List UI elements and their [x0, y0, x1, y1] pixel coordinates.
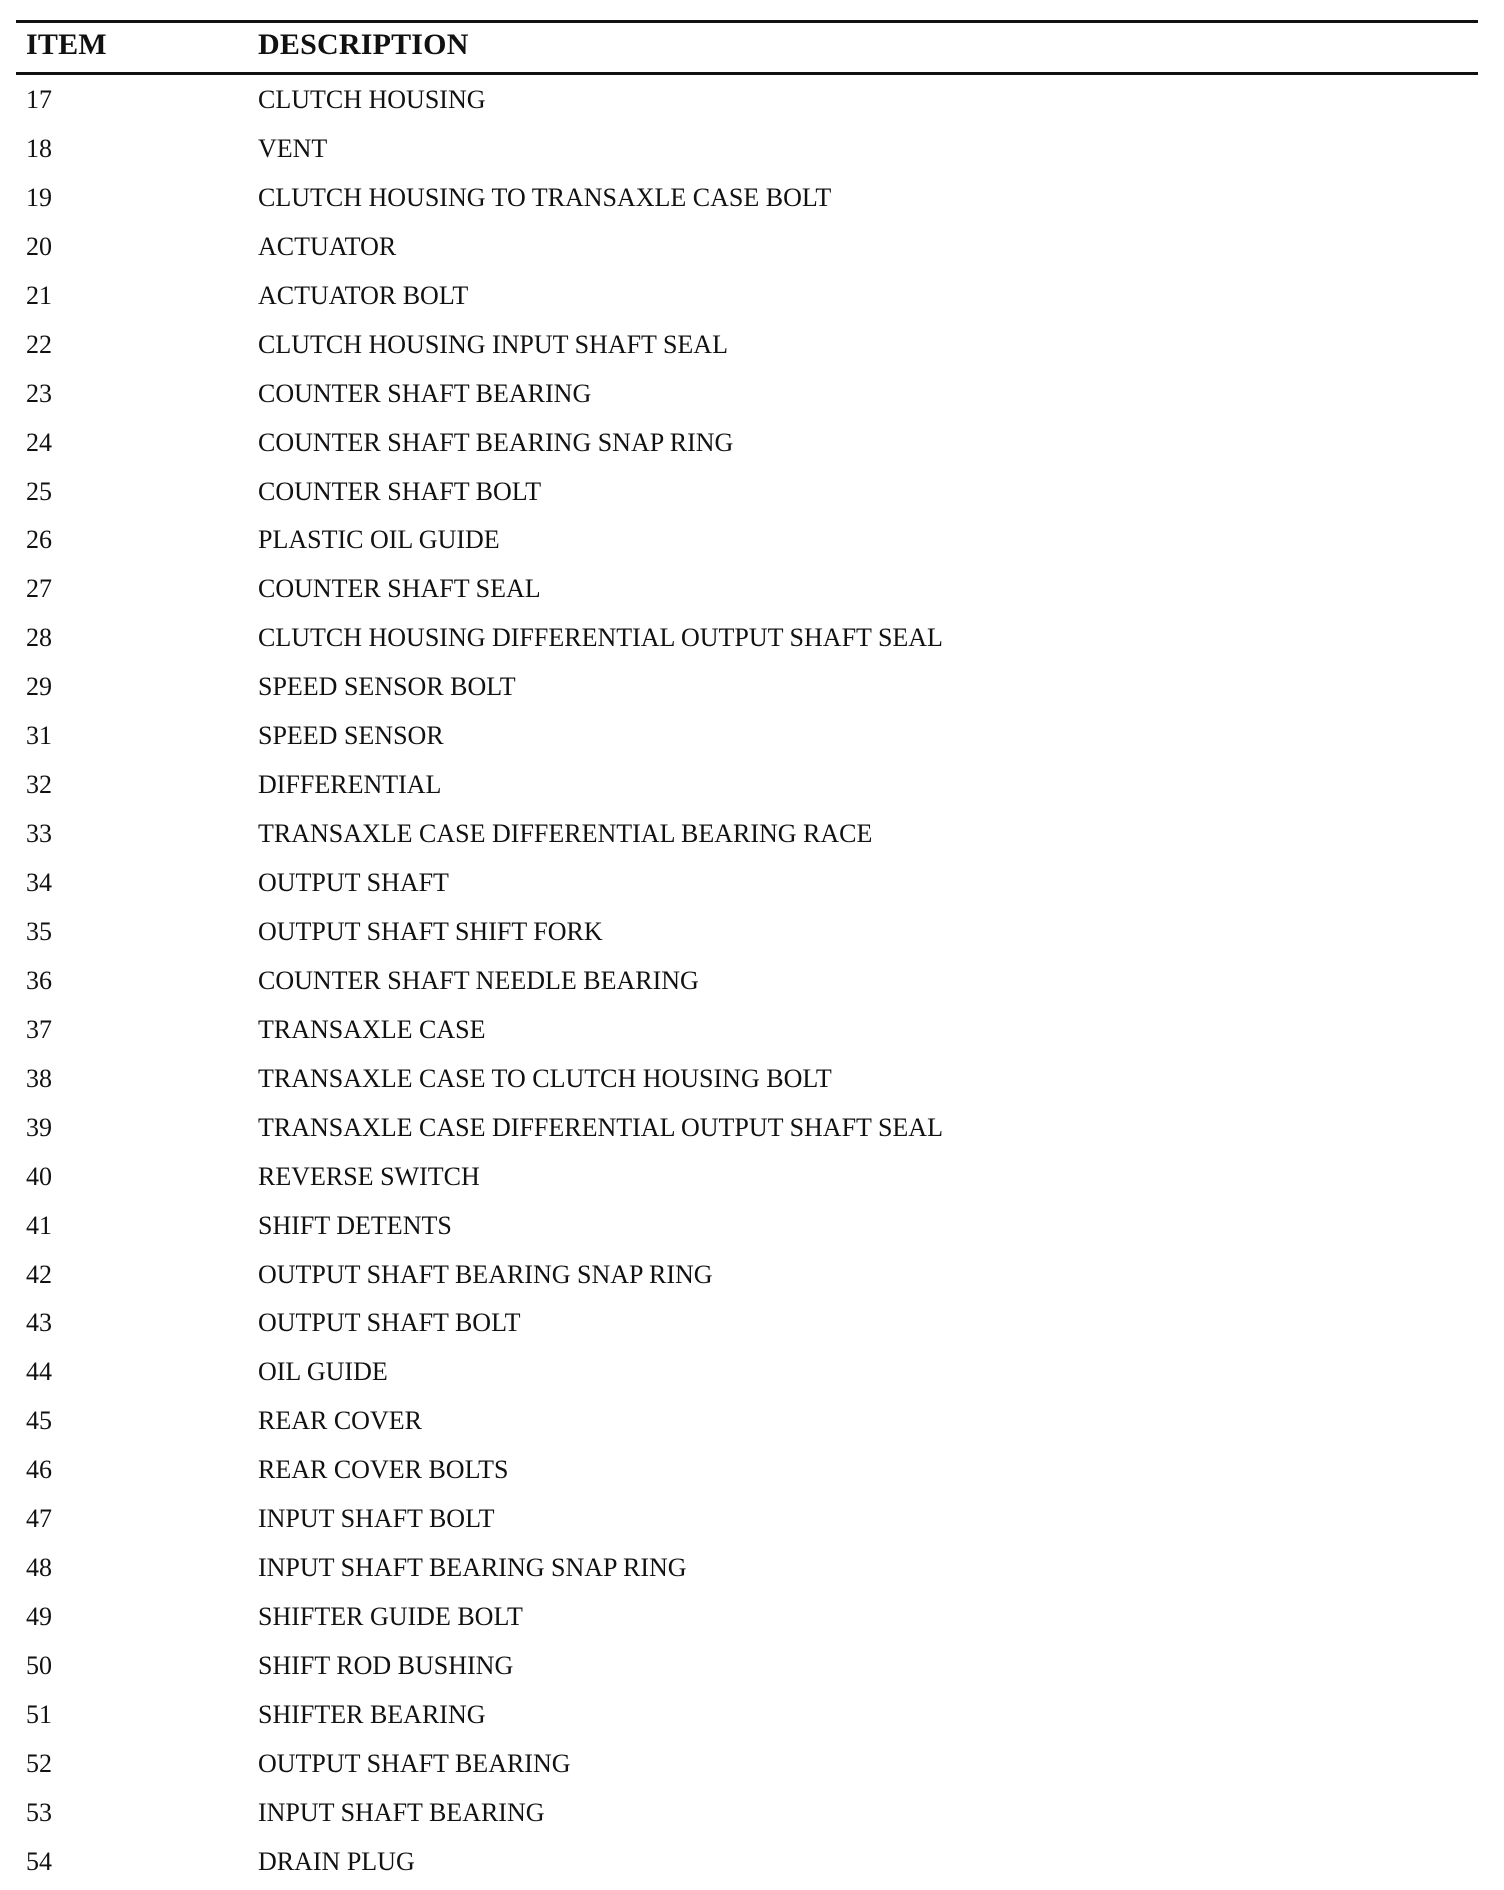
item-number: 49 — [26, 1602, 52, 1632]
table-row — [0, 1202, 1504, 1251]
table-top-rule — [16, 20, 1478, 23]
item-description: TRANSAXLE CASE DIFFERENTIAL OUTPUT SHAFT SEAL — [258, 1112, 943, 1142]
table-row — [0, 1397, 1504, 1446]
item-number: 34 — [26, 868, 52, 897]
item-description: OUTPUT SHAFT BOLT — [258, 1308, 521, 1338]
item-description: COUNTER SHAFT BEARING SNAP RING — [258, 427, 734, 457]
item-description: INPUT SHAFT BOLT — [258, 1504, 495, 1534]
column-header-item: ITEM — [26, 28, 107, 61]
item-description: OUTPUT SHAFT SHIFT FORK — [258, 916, 603, 946]
table-row — [0, 1740, 1504, 1789]
table-row — [0, 565, 1504, 614]
item-number: 35 — [26, 916, 52, 946]
item-number: 50 — [26, 1651, 52, 1680]
table-row — [0, 1446, 1504, 1495]
item-number: 53 — [26, 1797, 52, 1827]
item-number: 51 — [26, 1699, 52, 1729]
table-row — [0, 663, 1504, 712]
item-number: 18 — [26, 133, 52, 163]
item-number: 41 — [26, 1210, 52, 1240]
item-number: 27 — [26, 574, 52, 604]
table-row — [0, 272, 1504, 321]
item-number: 26 — [26, 525, 52, 555]
table-row — [0, 370, 1504, 419]
item-number: 48 — [26, 1553, 52, 1583]
table-row — [0, 1544, 1504, 1593]
table-row — [0, 468, 1504, 517]
item-number: 40 — [26, 1161, 52, 1191]
item-number: 52 — [26, 1748, 52, 1778]
item-description: OIL GUIDE — [258, 1357, 388, 1387]
item-number: 39 — [26, 1112, 52, 1142]
item-description: SPEED SENSOR BOLT — [258, 672, 516, 702]
item-description: PLASTIC OIL GUIDE — [258, 525, 500, 555]
item-description: COUNTER SHAFT NEEDLE BEARING — [258, 965, 699, 995]
item-number: 19 — [26, 182, 52, 212]
table-row — [0, 810, 1504, 859]
item-description: TRANSAXLE CASE — [258, 1014, 486, 1044]
item-number: 32 — [26, 770, 52, 800]
item-description: INPUT SHAFT BEARING SNAP RING — [258, 1553, 687, 1583]
column-header-description: DESCRIPTION — [258, 28, 469, 61]
table-row — [0, 908, 1504, 957]
item-number: 44 — [26, 1357, 52, 1387]
table-row — [0, 516, 1504, 565]
table-row — [0, 957, 1504, 1006]
item-description: SHIFT ROD BUSHING — [258, 1651, 514, 1680]
item-description: ACTUATOR BOLT — [258, 280, 469, 310]
item-description: CLUTCH HOUSING DIFFERENTIAL OUTPUT SHAFT SEAL — [258, 623, 943, 653]
table-row — [0, 1299, 1504, 1348]
item-description: DIFFERENTIAL — [258, 770, 442, 800]
item-number: 33 — [26, 819, 52, 849]
item-description: OUTPUT SHAFT BEARING SNAP RING — [258, 1259, 713, 1289]
table-row — [0, 1251, 1504, 1300]
item-description: TRANSAXLE CASE TO CLUTCH HOUSING BOLT — [258, 1063, 832, 1093]
table-row — [0, 76, 1504, 125]
item-description: COUNTER SHAFT BOLT — [258, 476, 542, 506]
item-number: 17 — [26, 85, 52, 114]
item-description: VENT — [258, 133, 328, 163]
item-description: CLUTCH HOUSING TO TRANSAXLE CASE BOLT — [258, 182, 832, 212]
item-number: 25 — [26, 476, 52, 506]
item-number: 21 — [26, 280, 52, 310]
item-number: 36 — [26, 965, 52, 995]
table-row — [0, 419, 1504, 468]
item-description: SHIFTER BEARING — [258, 1699, 486, 1729]
item-description: REAR COVER — [258, 1406, 422, 1436]
table-row — [0, 223, 1504, 272]
item-number: 28 — [26, 623, 52, 653]
table-row — [0, 1593, 1504, 1642]
item-number: 24 — [26, 427, 52, 457]
table-row — [0, 1838, 1504, 1887]
item-number: 42 — [26, 1259, 52, 1289]
item-number: 38 — [26, 1063, 52, 1093]
item-description: DRAIN PLUG — [258, 1846, 415, 1876]
table-header-row — [0, 24, 1504, 70]
table-row — [0, 1055, 1504, 1104]
item-number: 47 — [26, 1504, 52, 1534]
table-row — [0, 1006, 1504, 1055]
table-row — [0, 1153, 1504, 1202]
item-number: 46 — [26, 1455, 52, 1485]
item-description: INPUT SHAFT BEARING — [258, 1797, 545, 1827]
item-number: 22 — [26, 329, 52, 359]
table-row — [0, 321, 1504, 370]
table-row — [0, 1348, 1504, 1397]
item-description: SHIFT DETENTS — [258, 1210, 452, 1240]
item-description: COUNTER SHAFT SEAL — [258, 574, 541, 604]
table-row — [0, 1691, 1504, 1740]
item-description: ACTUATOR — [258, 231, 397, 261]
item-description: SPEED SENSOR — [258, 721, 444, 751]
table-row — [0, 614, 1504, 663]
item-description: CLUTCH HOUSING — [258, 85, 486, 114]
item-number: 37 — [26, 1014, 52, 1044]
table-body — [0, 76, 1504, 1887]
item-description: REAR COVER BOLTS — [258, 1455, 509, 1485]
table-row — [0, 761, 1504, 810]
item-description: REVERSE SWITCH — [258, 1161, 480, 1191]
table-row — [0, 1789, 1504, 1838]
table-row — [0, 125, 1504, 174]
item-number: 31 — [26, 721, 52, 751]
item-number: 20 — [26, 231, 52, 261]
item-description: OUTPUT SHAFT BEARING — [258, 1748, 571, 1778]
item-description: CLUTCH HOUSING INPUT SHAFT SEAL — [258, 329, 728, 359]
item-number: 45 — [26, 1406, 52, 1436]
table-row — [0, 1642, 1504, 1691]
item-description: COUNTER SHAFT BEARING — [258, 378, 592, 408]
item-number: 43 — [26, 1308, 52, 1338]
table-row — [0, 1104, 1504, 1153]
item-description: TRANSAXLE CASE DIFFERENTIAL BEARING RACE — [258, 819, 873, 849]
item-description: SHIFTER GUIDE BOLT — [258, 1602, 523, 1632]
table-row — [0, 1495, 1504, 1544]
item-description: OUTPUT SHAFT — [258, 868, 449, 897]
table-row — [0, 859, 1504, 908]
table-row — [0, 712, 1504, 761]
header-bottom-rule — [16, 72, 1478, 75]
item-number: 29 — [26, 672, 52, 702]
table-row — [0, 174, 1504, 223]
item-number: 23 — [26, 378, 52, 408]
item-number: 54 — [26, 1846, 52, 1876]
